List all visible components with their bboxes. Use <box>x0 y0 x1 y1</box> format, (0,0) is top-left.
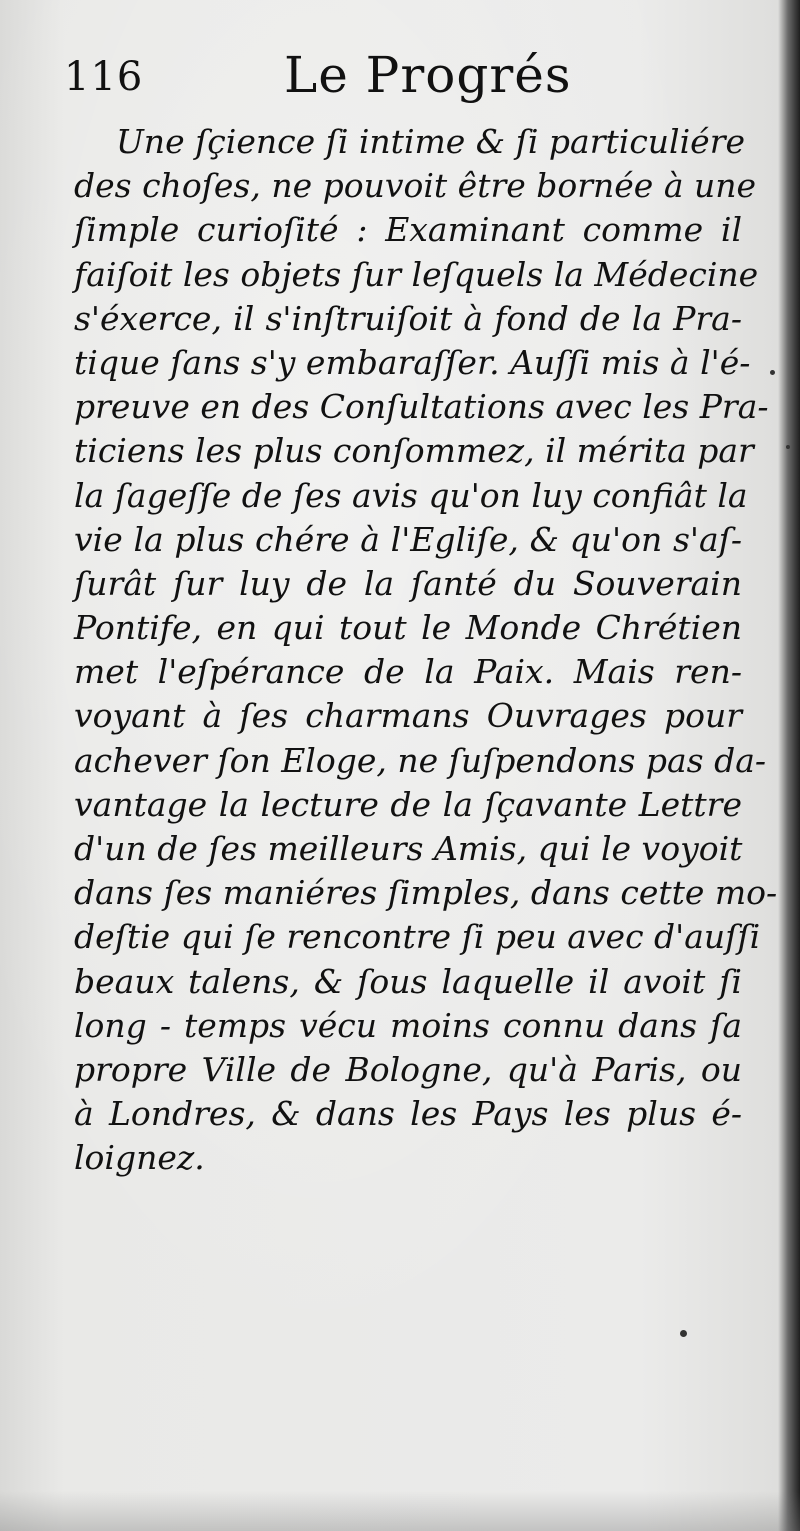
text-line: d'un de ſes meilleurs Amis, qui le voyoit <box>74 829 743 868</box>
text-line: des choſes, ne pouvoit être bornée à une <box>74 166 757 206</box>
text-line: tique ſans s'y embaraſſer. Auſſi mis à l'é- <box>74 342 751 382</box>
text-line: preuve en des Conſultations avec les Pra- <box>74 387 769 427</box>
page-header <box>64 44 754 106</box>
text-line: deſtie qui ſe rencontre ſi peu avec d'auſſi <box>74 917 761 957</box>
text-line: faiſoit les objets ſur leſquels la Médecine <box>74 254 759 294</box>
page-bottom-shade <box>0 1491 800 1531</box>
text-line: dans ſes maniéres ſimples, dans cette mo- <box>74 873 778 913</box>
text-line: vantage la lecture de la ſçavante Lettre <box>74 784 742 824</box>
text-line: ſurât ſur luy de la ſanté du Souverain <box>74 563 742 603</box>
text-line: propre Ville de Bologne, qu'à Paris, ou <box>74 1049 742 1089</box>
text-line: loignez. <box>74 1138 205 1178</box>
ink-speck <box>786 445 790 449</box>
text-line: à Londres, & dans les Pays les plus é- <box>74 1094 742 1134</box>
text-line: ſimple curioſité : Examinant comme il <box>74 210 742 250</box>
text-line: vie la plus chére à l'Egliſe, & qu'on s'aſ- <box>74 519 742 559</box>
text-line: voyant à ſes charmans Ouvrages pour <box>74 696 742 736</box>
text-line: beaux talens, & ſous laquelle il avoit ſi <box>74 961 742 1001</box>
page-number: 116 <box>64 54 144 100</box>
text-line: s'éxerce, il s'inſtruiſoit à fond de la Pra- <box>74 298 742 338</box>
ink-speck <box>770 370 775 375</box>
ink-speck <box>680 1330 687 1337</box>
text-line: met l'eſpérance de la Paix. Mais ren- <box>74 652 742 692</box>
text-line: Pontife, en qui tout le Monde Chrétien <box>74 608 742 648</box>
running-title: Le Progrés <box>284 46 572 104</box>
text-line: ticiens les plus conſommez, il mérita par <box>74 431 754 471</box>
text-line: la ſageſſe de ſes avis qu'on luy confiât la <box>74 475 748 515</box>
binding-gutter <box>778 0 800 1531</box>
text-line: Une ſçience ſi intime & ſi particuliére <box>116 122 745 161</box>
text-line: achever ſon Eloge, ne ſuſpendons pas da- <box>74 740 767 780</box>
text-line: long - temps vécu moins connu dans ſa <box>74 1005 742 1045</box>
body-text <box>74 120 778 1181</box>
